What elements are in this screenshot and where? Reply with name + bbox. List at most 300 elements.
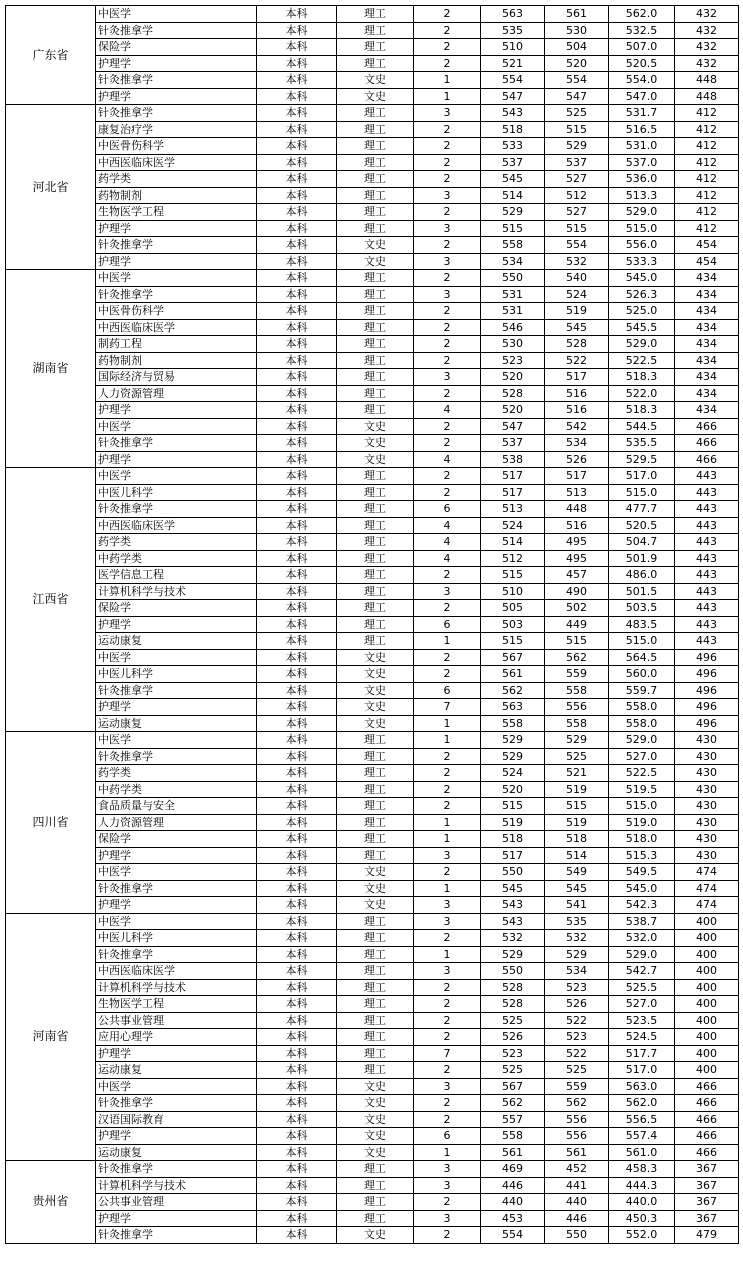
level-cell: 本科 [257,732,337,749]
table-row [6,55,739,72]
level-cell: 本科 [257,979,337,996]
count-cell: 3 [414,187,481,204]
table-row [6,996,739,1013]
max-score-cell: 520 [481,369,545,386]
table-row [6,699,739,716]
max-score-cell: 528 [481,996,545,1013]
control-line-cell: 496 [675,649,739,666]
avg-score-cell: 515.0 [609,484,675,501]
min-score-cell: 534 [545,963,609,980]
control-line-cell: 400 [675,963,739,980]
max-score-cell: 534 [481,253,545,270]
control-line-cell: 466 [675,435,739,452]
major-cell: 护理学 [96,55,257,72]
level-cell: 本科 [257,1177,337,1194]
min-score-cell: 556 [545,699,609,716]
level-cell: 本科 [257,600,337,617]
level-cell: 本科 [257,682,337,699]
max-score-cell: 505 [481,600,545,617]
max-score-cell: 528 [481,385,545,402]
min-score-cell: 532 [545,253,609,270]
max-score-cell: 558 [481,1128,545,1145]
track-cell: 理工 [337,138,414,155]
count-cell: 7 [414,699,481,716]
max-score-cell: 525 [481,1062,545,1079]
track-cell: 理工 [337,286,414,303]
count-cell: 6 [414,1128,481,1145]
control-line-cell: 400 [675,913,739,930]
table-row [6,748,739,765]
min-score-cell: 521 [545,765,609,782]
count-cell: 6 [414,682,481,699]
min-score-cell: 519 [545,303,609,320]
table-row [6,979,739,996]
level-cell: 本科 [257,847,337,864]
max-score-cell: 523 [481,1045,545,1062]
major-cell: 护理学 [96,451,257,468]
track-cell: 理工 [337,6,414,23]
track-cell: 理工 [337,1177,414,1194]
max-score-cell: 519 [481,814,545,831]
avg-score-cell: 557.4 [609,1128,675,1145]
table-row [6,897,739,914]
control-line-cell: 466 [675,1128,739,1145]
table-row [6,963,739,980]
major-cell: 中医儿科学 [96,484,257,501]
table-row [6,567,739,584]
level-cell: 本科 [257,1210,337,1227]
count-cell: 3 [414,1177,481,1194]
control-line-cell: 434 [675,352,739,369]
table-row [6,1012,739,1029]
min-score-cell: 515 [545,121,609,138]
count-cell: 6 [414,616,481,633]
min-score-cell: 545 [545,880,609,897]
major-cell: 护理学 [96,616,257,633]
control-line-cell: 400 [675,946,739,963]
major-cell: 国际经济与贸易 [96,369,257,386]
count-cell: 2 [414,1194,481,1211]
avg-score-cell: 519.0 [609,814,675,831]
track-cell: 理工 [337,946,414,963]
count-cell: 2 [414,1012,481,1029]
table-row [6,534,739,551]
major-cell: 针灸推拿学 [96,435,257,452]
level-cell: 本科 [257,996,337,1013]
track-cell: 文史 [337,649,414,666]
min-score-cell: 516 [545,517,609,534]
table-row [6,402,739,419]
count-cell: 2 [414,1111,481,1128]
control-line-cell: 412 [675,154,739,171]
table-row [6,204,739,221]
max-score-cell: 558 [481,237,545,254]
min-score-cell: 529 [545,138,609,155]
track-cell: 理工 [337,105,414,122]
avg-score-cell: 560.0 [609,666,675,683]
min-score-cell: 517 [545,369,609,386]
count-cell: 3 [414,220,481,237]
count-cell: 2 [414,319,481,336]
control-line-cell: 443 [675,517,739,534]
max-score-cell: 510 [481,583,545,600]
major-cell: 针灸推拿学 [96,286,257,303]
count-cell: 3 [414,897,481,914]
avg-score-cell: 517.0 [609,1062,675,1079]
track-cell: 理工 [337,534,414,551]
avg-score-cell: 526.3 [609,286,675,303]
count-cell: 3 [414,1078,481,1095]
table-row [6,550,739,567]
control-line-cell: 443 [675,534,739,551]
table-row [6,946,739,963]
level-cell: 本科 [257,1095,337,1112]
table-row [6,847,739,864]
province-cell: 河南省 [6,913,96,1161]
level-cell: 本科 [257,22,337,39]
max-score-cell: 545 [481,171,545,188]
major-cell: 计算机科学与技术 [96,979,257,996]
count-cell: 3 [414,1161,481,1178]
major-cell: 运动康复 [96,1144,257,1161]
track-cell: 文史 [337,682,414,699]
table-row [6,1128,739,1145]
count-cell: 3 [414,105,481,122]
count-cell: 2 [414,1227,481,1244]
min-score-cell: 490 [545,583,609,600]
avg-score-cell: 559.7 [609,682,675,699]
level-cell: 本科 [257,1128,337,1145]
level-cell: 本科 [257,270,337,287]
min-score-cell: 558 [545,715,609,732]
control-line-cell: 466 [675,1078,739,1095]
max-score-cell: 545 [481,880,545,897]
track-cell: 理工 [337,814,414,831]
count-cell: 2 [414,649,481,666]
track-cell: 文史 [337,666,414,683]
level-cell: 本科 [257,534,337,551]
level-cell: 本科 [257,633,337,650]
level-cell: 本科 [257,187,337,204]
count-cell: 2 [414,484,481,501]
level-cell: 本科 [257,649,337,666]
table-row [6,171,739,188]
track-cell: 理工 [337,352,414,369]
max-score-cell: 547 [481,418,545,435]
avg-score-cell: 520.5 [609,55,675,72]
major-cell: 中西医临床医学 [96,319,257,336]
table-row [6,930,739,947]
control-line-cell: 430 [675,814,739,831]
track-cell: 理工 [337,765,414,782]
min-score-cell: 515 [545,633,609,650]
max-score-cell: 515 [481,567,545,584]
max-score-cell: 520 [481,781,545,798]
count-cell: 2 [414,385,481,402]
max-score-cell: 440 [481,1194,545,1211]
count-cell: 2 [414,121,481,138]
level-cell: 本科 [257,765,337,782]
table-row [6,220,739,237]
control-line-cell: 443 [675,633,739,650]
control-line-cell: 367 [675,1161,739,1178]
level-cell: 本科 [257,963,337,980]
track-cell: 理工 [337,1012,414,1029]
level-cell: 本科 [257,1144,337,1161]
major-cell: 运动康复 [96,715,257,732]
table-row [6,319,739,336]
control-line-cell: 412 [675,121,739,138]
control-line-cell: 434 [675,402,739,419]
min-score-cell: 527 [545,204,609,221]
table-row [6,880,739,897]
min-score-cell: 522 [545,1012,609,1029]
track-cell: 理工 [337,847,414,864]
max-score-cell: 531 [481,286,545,303]
level-cell: 本科 [257,154,337,171]
avg-score-cell: 440.0 [609,1194,675,1211]
min-score-cell: 512 [545,187,609,204]
count-cell: 2 [414,303,481,320]
min-score-cell: 525 [545,1062,609,1079]
level-cell: 本科 [257,319,337,336]
avg-score-cell: 544.5 [609,418,675,435]
level-cell: 本科 [257,880,337,897]
track-cell: 理工 [337,567,414,584]
major-cell: 药学类 [96,171,257,188]
count-cell: 4 [414,451,481,468]
control-line-cell: 430 [675,798,739,815]
major-cell: 针灸推拿学 [96,1095,257,1112]
min-score-cell: 520 [545,55,609,72]
count-cell: 1 [414,831,481,848]
max-score-cell: 567 [481,649,545,666]
count-cell: 4 [414,402,481,419]
level-cell: 本科 [257,286,337,303]
count-cell: 1 [414,814,481,831]
count-cell: 2 [414,22,481,39]
max-score-cell: 446 [481,1177,545,1194]
track-cell: 理工 [337,402,414,419]
min-score-cell: 529 [545,946,609,963]
count-cell: 1 [414,88,481,105]
level-cell: 本科 [257,253,337,270]
min-score-cell: 525 [545,748,609,765]
min-score-cell: 452 [545,1161,609,1178]
avg-score-cell: 458.3 [609,1161,675,1178]
max-score-cell: 550 [481,864,545,881]
max-score-cell: 563 [481,6,545,23]
control-line-cell: 448 [675,72,739,89]
track-cell: 理工 [337,187,414,204]
table-row [6,105,739,122]
avg-score-cell: 533.3 [609,253,675,270]
level-cell: 本科 [257,616,337,633]
track-cell: 理工 [337,913,414,930]
avg-score-cell: 529.0 [609,946,675,963]
control-line-cell: 430 [675,847,739,864]
avg-score-cell: 562.0 [609,1095,675,1112]
avg-score-cell: 520.5 [609,517,675,534]
avg-score-cell: 503.5 [609,600,675,617]
province-cell: 四川省 [6,732,96,914]
control-line-cell: 479 [675,1227,739,1244]
track-cell: 理工 [337,996,414,1013]
avg-score-cell: 549.5 [609,864,675,881]
track-cell: 文史 [337,1128,414,1145]
table-row [6,1194,739,1211]
major-cell: 生物医学工程 [96,204,257,221]
count-cell: 2 [414,55,481,72]
min-score-cell: 528 [545,336,609,353]
major-cell: 护理学 [96,847,257,864]
max-score-cell: 514 [481,187,545,204]
control-line-cell: 412 [675,204,739,221]
count-cell: 2 [414,781,481,798]
avg-score-cell: 527.0 [609,996,675,1013]
control-line-cell: 454 [675,237,739,254]
control-line-cell: 430 [675,732,739,749]
track-cell: 文史 [337,435,414,452]
min-score-cell: 526 [545,451,609,468]
count-cell: 1 [414,633,481,650]
control-line-cell: 474 [675,880,739,897]
control-line-cell: 400 [675,1012,739,1029]
major-cell: 中医学 [96,1078,257,1095]
avg-score-cell: 450.3 [609,1210,675,1227]
major-cell: 中医骨伤科学 [96,303,257,320]
major-cell: 中医儿科学 [96,930,257,947]
level-cell: 本科 [257,798,337,815]
track-cell: 理工 [337,319,414,336]
control-line-cell: 412 [675,187,739,204]
control-line-cell: 430 [675,765,739,782]
min-score-cell: 545 [545,319,609,336]
control-line-cell: 400 [675,1045,739,1062]
control-line-cell: 367 [675,1177,739,1194]
level-cell: 本科 [257,1111,337,1128]
min-score-cell: 522 [545,352,609,369]
max-score-cell: 567 [481,1078,545,1095]
table-row [6,484,739,501]
min-score-cell: 515 [545,220,609,237]
level-cell: 本科 [257,105,337,122]
count-cell: 1 [414,946,481,963]
track-cell: 理工 [337,831,414,848]
count-cell: 2 [414,1029,481,1046]
count-cell: 4 [414,534,481,551]
max-score-cell: 538 [481,451,545,468]
min-score-cell: 522 [545,1045,609,1062]
avg-score-cell: 527.0 [609,748,675,765]
major-cell: 人力资源管理 [96,814,257,831]
control-line-cell: 430 [675,781,739,798]
max-score-cell: 517 [481,468,545,485]
control-line-cell: 400 [675,1029,739,1046]
avg-score-cell: 515.0 [609,798,675,815]
table-row [6,666,739,683]
control-line-cell: 432 [675,6,739,23]
track-cell: 理工 [337,220,414,237]
max-score-cell: 546 [481,319,545,336]
min-score-cell: 441 [545,1177,609,1194]
avg-score-cell: 501.5 [609,583,675,600]
min-score-cell: 532 [545,930,609,947]
count-cell: 2 [414,204,481,221]
track-cell: 理工 [337,600,414,617]
track-cell: 理工 [337,55,414,72]
max-score-cell: 510 [481,39,545,56]
avg-score-cell: 532.5 [609,22,675,39]
major-cell: 护理学 [96,699,257,716]
admission-score-table [5,5,739,1244]
major-cell: 计算机科学与技术 [96,1177,257,1194]
min-score-cell: 518 [545,831,609,848]
avg-score-cell: 522.0 [609,385,675,402]
control-line-cell: 434 [675,385,739,402]
major-cell: 护理学 [96,220,257,237]
min-score-cell: 513 [545,484,609,501]
level-cell: 本科 [257,1227,337,1244]
level-cell: 本科 [257,501,337,518]
table-row [6,649,739,666]
major-cell: 中西医临床医学 [96,963,257,980]
min-score-cell: 448 [545,501,609,518]
level-cell: 本科 [257,748,337,765]
table-row [6,732,739,749]
control-line-cell: 443 [675,600,739,617]
level-cell: 本科 [257,171,337,188]
control-line-cell: 466 [675,1095,739,1112]
count-cell: 3 [414,369,481,386]
count-cell: 2 [414,270,481,287]
control-line-cell: 434 [675,369,739,386]
avg-score-cell: 477.7 [609,501,675,518]
max-score-cell: 543 [481,897,545,914]
min-score-cell: 561 [545,1144,609,1161]
min-score-cell: 523 [545,1029,609,1046]
level-cell: 本科 [257,385,337,402]
level-cell: 本科 [257,517,337,534]
max-score-cell: 529 [481,732,545,749]
level-cell: 本科 [257,946,337,963]
control-line-cell: 400 [675,930,739,947]
min-score-cell: 534 [545,435,609,452]
major-cell: 应用心理学 [96,1029,257,1046]
max-score-cell: 543 [481,105,545,122]
track-cell: 理工 [337,633,414,650]
max-score-cell: 524 [481,765,545,782]
table-row [6,864,739,881]
control-line-cell: 412 [675,105,739,122]
avg-score-cell: 529.0 [609,204,675,221]
max-score-cell: 562 [481,682,545,699]
max-score-cell: 528 [481,979,545,996]
max-score-cell: 469 [481,1161,545,1178]
table-row [6,6,739,23]
track-cell: 理工 [337,517,414,534]
major-cell: 针灸推拿学 [96,682,257,699]
count-cell: 3 [414,847,481,864]
level-cell: 本科 [257,72,337,89]
track-cell: 理工 [337,963,414,980]
track-cell: 理工 [337,748,414,765]
min-score-cell: 549 [545,864,609,881]
count-cell: 1 [414,72,481,89]
track-cell: 理工 [337,798,414,815]
max-score-cell: 537 [481,435,545,452]
count-cell: 2 [414,1062,481,1079]
